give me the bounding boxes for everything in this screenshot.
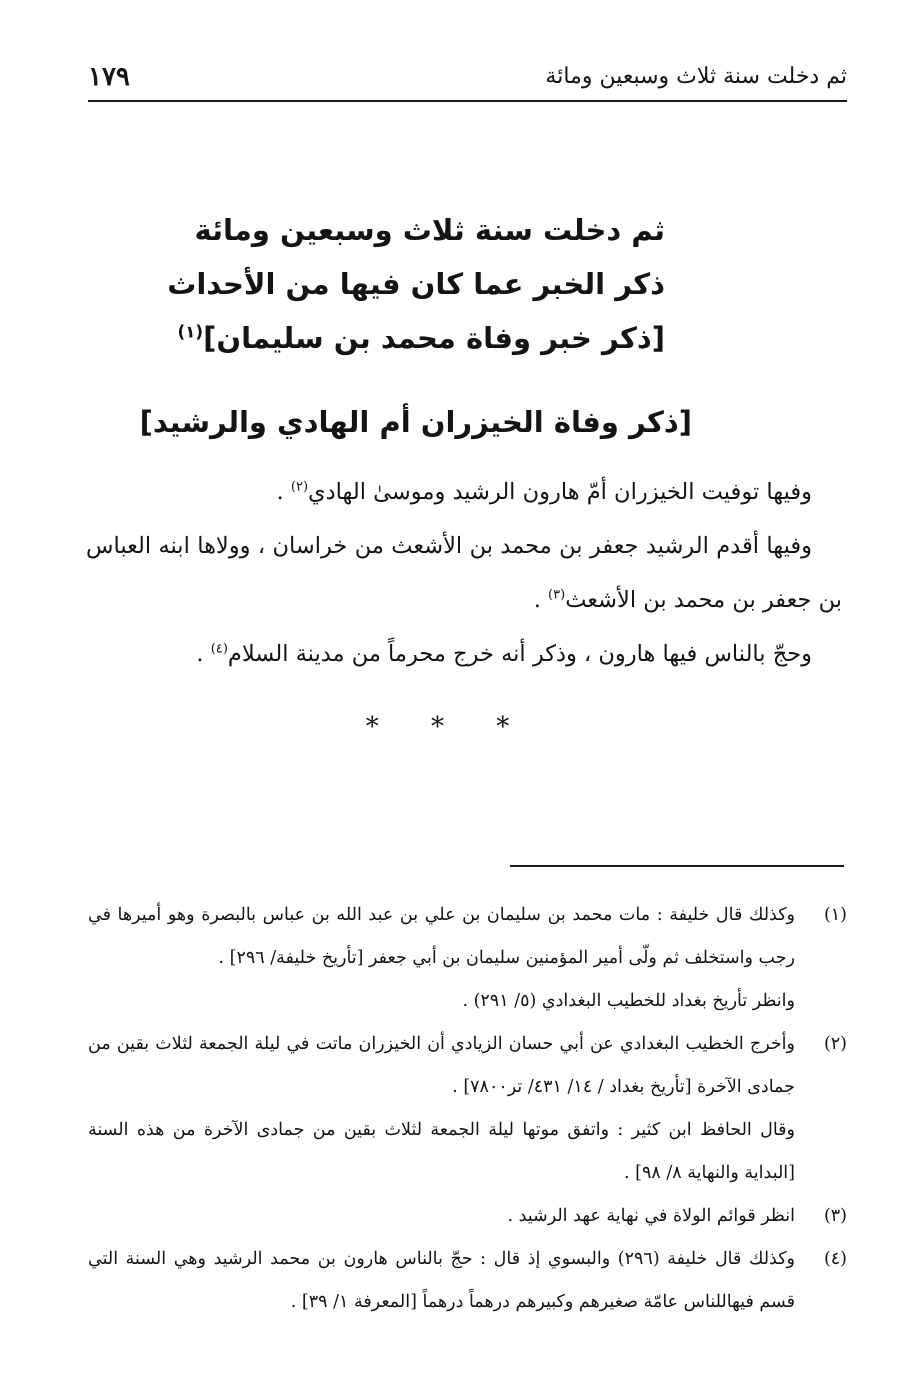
footnotes [88,894,847,1324]
paragraph-end: . [276,479,291,505]
footnote-line: وأخرج الخطيب البغدادي عن أبي حسان الزيادي أن الخيزران ماتت في ليلة الجمعة لثلاث بقين من جمادى الآخرة [تأريخ بغداد / ١٤/ ٤٣١/ تر٧٨٠٠] . [88,1034,795,1097]
paragraph-end: . [196,641,211,667]
section-heading: [ذكر وفاة الخيزران أم الهادي والرشيد] [139,405,692,439]
footnote-line: وكذلك قال خليفة : مات محمد بن سليمان بن علي بن عبد الله بن عباس بالبصرة وهو أميرها في رجب واستخلف ثم ولّى أمير المؤمنين سليمان بن أبي جعفر [تأريخ خليفة/ ٢٩٦] . [88,905,795,968]
footnote-ref-4[interactable]: (٤) [210,641,228,657]
footnote-line: وانظر تأريخ بغداد للخطيب البغدادي (٥/ ٢٩١) . [462,991,795,1011]
footnote-number: (٣) [823,1206,847,1226]
footnote-line: وكذلك قال خليفة (٢٩٦) والبسوي إذ قال : حجّ بالناس هارون بن محمد الرشيد وهي السنة التي قسم فيهاللناس عامّة صغيرهم وكبيرهم درهماً درهماً [المعرفة ١/ ٣٩] . [88,1249,795,1312]
page-number: ١٧٩ [88,62,130,92]
footnote-ref-3[interactable]: (٣) [548,587,566,603]
footnote-ref-1[interactable]: (١) [177,321,204,342]
body-paragraph [86,627,842,681]
chapter-section-title [177,311,665,365]
footnote-line: انظر قوائم الولاة في نهاية عهد الرشيد . [507,1206,795,1226]
chapter-section-title-text: [ذكر خبر وفاة محمد بن سليمان] [203,321,665,355]
paragraph-text: وفيها توفيت الخيزران أمّ هارون الرشيد وموسىٰ الهادي [308,479,812,505]
footnote-number: (٢) [823,1034,847,1054]
chapter-subtitle: ذكر الخبر عما كان فيها من الأحداث [167,267,665,301]
footnote-line: وقال الحافظ ابن كثير : واتفق موتها ليلة الجمعة لثلاث بقين من جمادى الآخرة من هذه السنة [البداية والنهاية ٨/ ٩٨] . [88,1120,795,1183]
footnote-divider [510,865,844,867]
footnote-2 [88,1023,847,1195]
running-title: ثم دخلت سنة ثلاث وسبعين ومائة [545,64,847,89]
paragraph-text: وفيها أقدم الرشيد جعفر بن محمد بن الأشعث من خراسان ، وولاها ابنه العباس بن جعفر بن محمد بن الأشعث [86,533,842,613]
body-paragraph [86,519,842,627]
section-separator: * * * [365,712,532,742]
footnote-1 [88,894,847,1023]
paragraph-end: . [533,587,549,613]
body-text [86,465,842,681]
footnote-number: (١) [823,905,847,925]
chapter-headings [167,203,665,365]
footnote-number: (٤) [823,1249,847,1269]
footnote-4 [88,1238,847,1324]
footnote-3 [88,1195,847,1238]
chapter-title: ثم دخلت سنة ثلاث وسبعين ومائة [194,213,665,247]
footnote-ref-2[interactable]: (٢) [290,479,309,495]
running-header [88,58,847,102]
body-paragraph [86,465,842,519]
paragraph-text: وحجّ بالناس فيها هارون ، وذكر أنه خرج محرماً من مدينة السلام [227,641,812,667]
